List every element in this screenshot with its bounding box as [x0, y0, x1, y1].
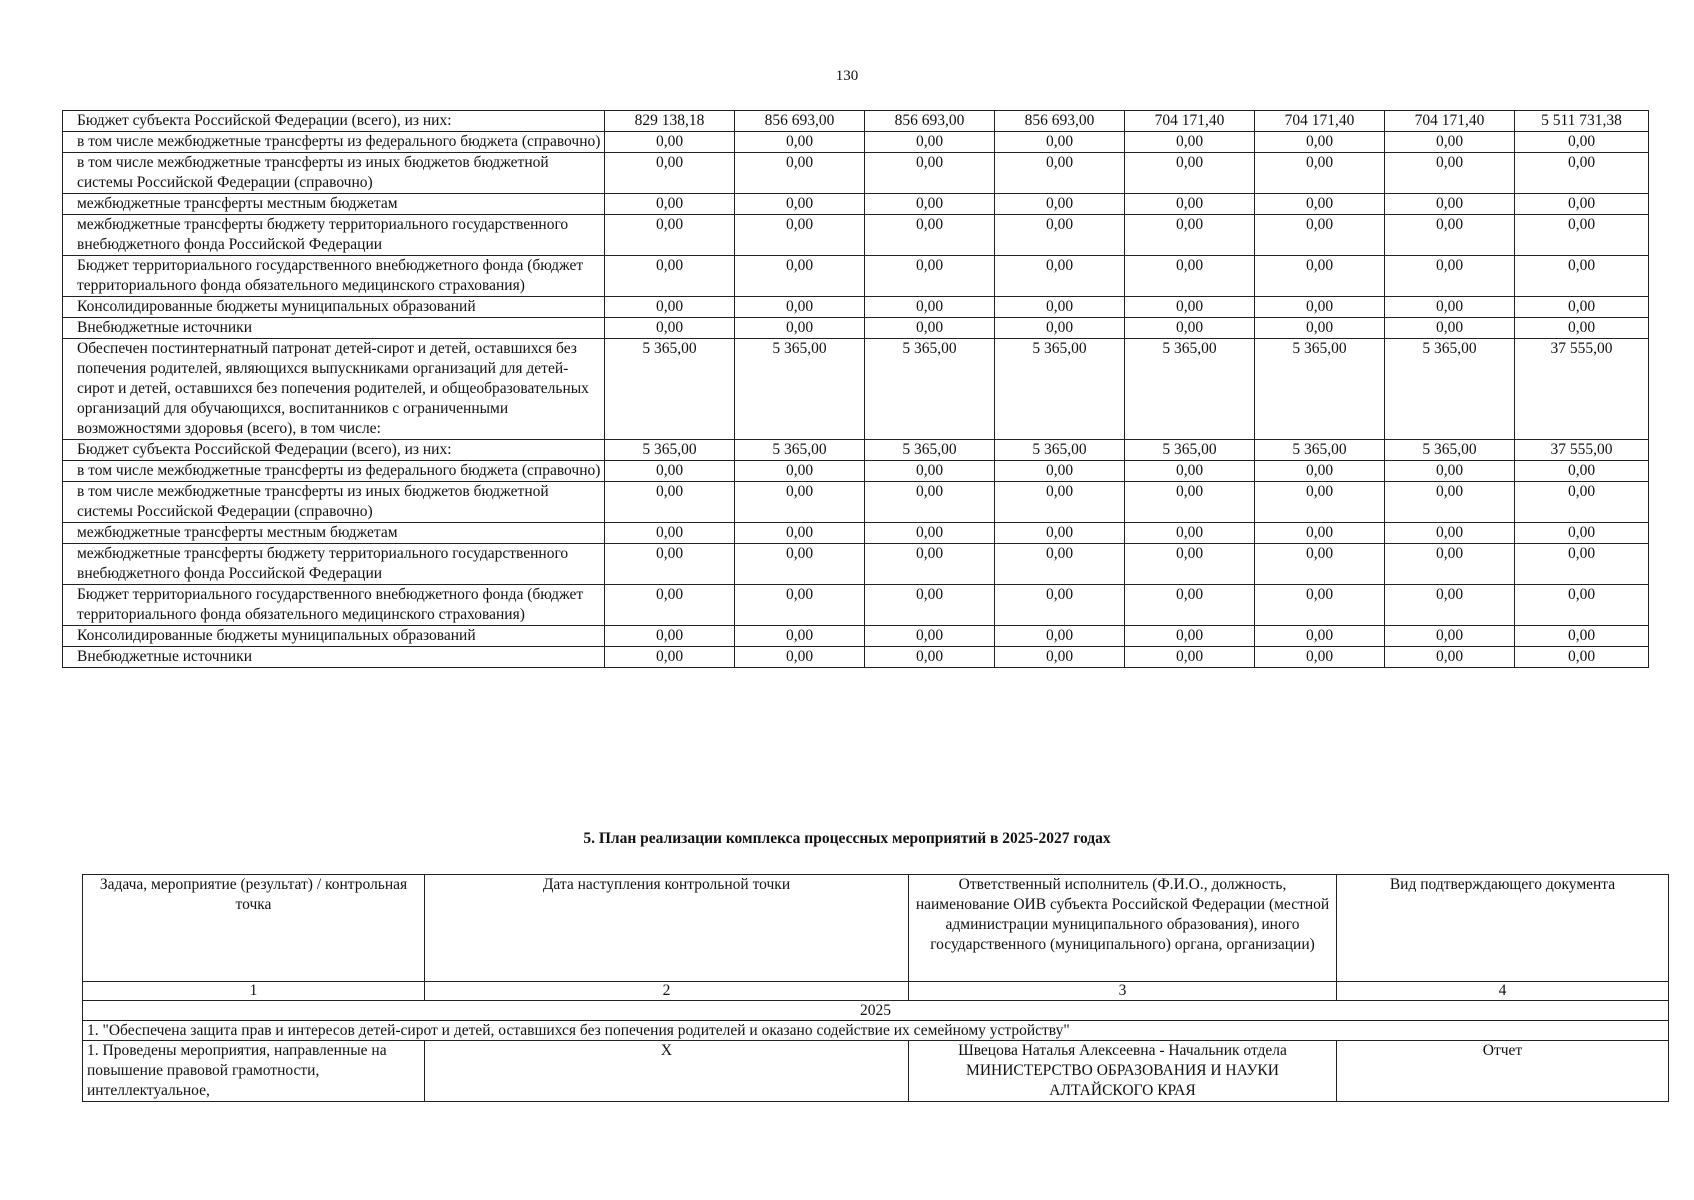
budget-value-cell: 0,00 — [1255, 256, 1385, 297]
budget-row-label: Консолидированные бюджеты муниципальных образований — [63, 626, 605, 647]
header-document: Вид подтверждающего документа — [1337, 875, 1669, 982]
plan-activity-row — [83, 1041, 1669, 1102]
budget-total-cell: 5 511 731,38 — [1515, 111, 1649, 132]
budget-value-cell: 0,00 — [605, 153, 735, 194]
budget-value-cell: 0,00 — [1125, 482, 1255, 523]
budget-value-cell: 5 365,00 — [1125, 440, 1255, 461]
budget-value-cell: 0,00 — [1255, 132, 1385, 153]
budget-value-cell: 0,00 — [1125, 153, 1255, 194]
header-date: Дата наступления контрольной точки — [425, 875, 909, 982]
budget-value-cell: 0,00 — [735, 585, 865, 626]
budget-value-cell: 0,00 — [1255, 215, 1385, 256]
budget-row — [63, 194, 1649, 215]
plan-header-row — [83, 875, 1669, 982]
budget-value-cell: 0,00 — [865, 318, 995, 339]
budget-value-cell: 0,00 — [865, 544, 995, 585]
budget-total-cell: 0,00 — [1515, 132, 1649, 153]
budget-row-label: межбюджетные трансферты местным бюджетам — [63, 194, 605, 215]
budget-row — [63, 544, 1649, 585]
budget-row-label: межбюджетные трансферты бюджету территориального государственного внебюджетного фонда Российской Федерации — [63, 544, 605, 585]
budget-value-cell: 5 365,00 — [605, 440, 735, 461]
budget-value-cell: 0,00 — [735, 297, 865, 318]
budget-value-cell: 0,00 — [605, 256, 735, 297]
budget-value-cell: 0,00 — [735, 215, 865, 256]
column-number: 1 — [83, 982, 425, 1001]
activity-document: Отчет — [1337, 1041, 1669, 1102]
budget-total-cell: 0,00 — [1515, 626, 1649, 647]
year-cell: 2025 — [83, 1001, 1669, 1021]
budget-value-cell: 5 365,00 — [605, 339, 735, 440]
budget-row — [63, 153, 1649, 194]
budget-value-cell: 0,00 — [1125, 318, 1255, 339]
budget-value-cell: 0,00 — [995, 647, 1125, 668]
budget-value-cell: 829 138,18 — [605, 111, 735, 132]
task-cell: 1. "Обеспечена защита прав и интересов детей-сирот и детей, оставшихся без попечения родителей и оказано содействие их семейному устройству" — [83, 1021, 1669, 1041]
budget-value-cell: 856 693,00 — [865, 111, 995, 132]
budget-row — [63, 585, 1649, 626]
budget-value-cell: 0,00 — [865, 153, 995, 194]
budget-value-cell: 0,00 — [1125, 256, 1255, 297]
budget-total-cell: 37 555,00 — [1515, 339, 1649, 440]
plan-column-numbers-row — [83, 982, 1669, 1001]
budget-value-cell: 0,00 — [735, 153, 865, 194]
budget-value-cell: 0,00 — [735, 461, 865, 482]
budget-value-cell: 0,00 — [865, 194, 995, 215]
budget-row — [63, 215, 1649, 256]
budget-value-cell: 0,00 — [995, 132, 1125, 153]
budget-value-cell: 0,00 — [995, 194, 1125, 215]
budget-value-cell: 0,00 — [865, 132, 995, 153]
budget-value-cell: 0,00 — [865, 256, 995, 297]
budget-value-cell: 0,00 — [1385, 256, 1515, 297]
budget-table — [62, 110, 1649, 668]
budget-value-cell: 5 365,00 — [735, 339, 865, 440]
budget-value-cell: 0,00 — [865, 626, 995, 647]
budget-value-cell: 0,00 — [1125, 523, 1255, 544]
budget-table-body — [63, 111, 1649, 668]
budget-total-cell: 37 555,00 — [1515, 440, 1649, 461]
plan-year-row — [83, 1001, 1669, 1021]
budget-value-cell: 0,00 — [1125, 626, 1255, 647]
budget-value-cell: 5 365,00 — [1385, 339, 1515, 440]
executor-organization: МИНИСТЕРСТВО ОБРАЗОВАНИЯ И НАУКИ АЛТАЙСКОГО КРАЯ — [966, 1062, 1279, 1099]
budget-total-cell: 0,00 — [1515, 318, 1649, 339]
budget-row-label: Консолидированные бюджеты муниципальных образований — [63, 297, 605, 318]
budget-row-label: Бюджет территориального государственного внебюджетного фонда (бюджет территориального фонда обязательного медицинского страхования) — [63, 585, 605, 626]
budget-value-cell: 0,00 — [865, 585, 995, 626]
budget-row — [63, 523, 1649, 544]
budget-value-cell: 5 365,00 — [865, 440, 995, 461]
budget-value-cell: 0,00 — [605, 482, 735, 523]
page-number: 130 — [835, 68, 859, 84]
budget-value-cell: 5 365,00 — [995, 440, 1125, 461]
budget-total-cell: 0,00 — [1515, 461, 1649, 482]
budget-total-cell: 0,00 — [1515, 482, 1649, 523]
budget-value-cell: 5 365,00 — [1385, 440, 1515, 461]
budget-row — [63, 111, 1649, 132]
budget-value-cell: 0,00 — [735, 523, 865, 544]
budget-row — [63, 256, 1649, 297]
budget-value-cell: 5 365,00 — [995, 339, 1125, 440]
budget-value-cell: 0,00 — [605, 215, 735, 256]
activity-executor — [909, 1041, 1337, 1102]
budget-total-cell: 0,00 — [1515, 297, 1649, 318]
budget-value-cell: 0,00 — [735, 482, 865, 523]
budget-value-cell: 0,00 — [1255, 585, 1385, 626]
budget-value-cell: 0,00 — [865, 482, 995, 523]
budget-value-cell: 0,00 — [1385, 297, 1515, 318]
budget-value-cell: 0,00 — [605, 523, 735, 544]
budget-total-cell: 0,00 — [1515, 544, 1649, 585]
budget-value-cell: 0,00 — [605, 132, 735, 153]
budget-row — [63, 482, 1649, 523]
budget-value-cell: 0,00 — [1125, 297, 1255, 318]
budget-row-label: в том числе межбюджетные трансферты из иных бюджетов бюджетной системы Российской Федерации (справочно) — [63, 153, 605, 194]
budget-value-cell: 0,00 — [1385, 461, 1515, 482]
budget-value-cell: 0,00 — [995, 297, 1125, 318]
budget-value-cell: 0,00 — [735, 626, 865, 647]
column-number: 4 — [1337, 982, 1669, 1001]
budget-value-cell: 856 693,00 — [735, 111, 865, 132]
budget-value-cell: 0,00 — [1255, 647, 1385, 668]
budget-row — [63, 339, 1649, 440]
budget-value-cell: 0,00 — [735, 194, 865, 215]
budget-value-cell: 0,00 — [1255, 626, 1385, 647]
budget-value-cell: 0,00 — [735, 132, 865, 153]
budget-value-cell: 0,00 — [995, 215, 1125, 256]
budget-value-cell: 0,00 — [1125, 585, 1255, 626]
budget-value-cell: 0,00 — [1255, 318, 1385, 339]
budget-value-cell: 0,00 — [605, 544, 735, 585]
budget-value-cell: 704 171,40 — [1385, 111, 1515, 132]
budget-total-cell: 0,00 — [1515, 523, 1649, 544]
budget-value-cell: 0,00 — [995, 461, 1125, 482]
budget-value-cell: 0,00 — [1255, 523, 1385, 544]
header-task: Задача, мероприятие (результат) / контрольная точка — [83, 875, 425, 982]
budget-value-cell: 0,00 — [995, 318, 1125, 339]
budget-value-cell: 0,00 — [1385, 585, 1515, 626]
budget-value-cell: 0,00 — [1255, 153, 1385, 194]
budget-value-cell: 0,00 — [605, 194, 735, 215]
budget-value-cell: 0,00 — [865, 215, 995, 256]
budget-value-cell: 5 365,00 — [735, 440, 865, 461]
budget-total-cell: 0,00 — [1515, 647, 1649, 668]
budget-value-cell: 0,00 — [1125, 132, 1255, 153]
budget-value-cell: 0,00 — [1125, 647, 1255, 668]
budget-value-cell: 0,00 — [735, 256, 865, 297]
budget-value-cell: 0,00 — [1385, 544, 1515, 585]
budget-value-cell: 0,00 — [995, 544, 1125, 585]
executor-person: Швецова Наталья Алексеевна - Начальник отдела — [958, 1042, 1287, 1059]
activity-date: X — [425, 1041, 909, 1102]
header-executor: Ответственный исполнитель (Ф.И.О., должность, наименование ОИВ субъекта Российской Федерации (местной администрации муниципального образования), иного государственного (муниципального) органа, организации) — [909, 875, 1337, 982]
budget-value-cell: 0,00 — [1125, 215, 1255, 256]
budget-value-cell: 0,00 — [865, 297, 995, 318]
budget-value-cell: 0,00 — [1385, 153, 1515, 194]
budget-value-cell: 0,00 — [735, 544, 865, 585]
budget-value-cell: 0,00 — [1255, 544, 1385, 585]
activity-name: 1. Проведены мероприятия, направленные на повышение правовой грамотности, интеллектуальное, — [83, 1041, 425, 1102]
budget-total-cell: 0,00 — [1515, 215, 1649, 256]
budget-row — [63, 461, 1649, 482]
budget-value-cell: 0,00 — [865, 523, 995, 544]
budget-value-cell: 0,00 — [995, 626, 1125, 647]
budget-value-cell: 0,00 — [1385, 318, 1515, 339]
budget-total-cell: 0,00 — [1515, 194, 1649, 215]
budget-value-cell: 0,00 — [605, 461, 735, 482]
budget-total-cell: 0,00 — [1515, 256, 1649, 297]
budget-value-cell: 0,00 — [1125, 194, 1255, 215]
budget-row — [63, 626, 1649, 647]
budget-total-cell: 0,00 — [1515, 585, 1649, 626]
budget-value-cell: 0,00 — [605, 318, 735, 339]
budget-value-cell: 0,00 — [1255, 461, 1385, 482]
budget-value-cell: 0,00 — [735, 318, 865, 339]
budget-row-label: Бюджет территориального государственного внебюджетного фонда (бюджет территориального фонда обязательного медицинского страхования) — [63, 256, 605, 297]
budget-value-cell: 0,00 — [865, 647, 995, 668]
budget-row-label: Бюджет субъекта Российской Федерации (всего), из них: — [63, 440, 605, 461]
budget-row — [63, 440, 1649, 461]
budget-row-label: в том числе межбюджетные трансферты из федерального бюджета (справочно) — [63, 461, 605, 482]
budget-row-label: межбюджетные трансферты бюджету территориального государственного внебюджетного фонда Российской Федерации — [63, 215, 605, 256]
budget-row-label: межбюджетные трансферты местным бюджетам — [63, 523, 605, 544]
budget-value-cell: 0,00 — [1385, 523, 1515, 544]
budget-value-cell: 0,00 — [1255, 194, 1385, 215]
budget-row — [63, 132, 1649, 153]
budget-row-label: в том числе межбюджетные трансферты из федерального бюджета (справочно) — [63, 132, 605, 153]
budget-value-cell: 0,00 — [995, 153, 1125, 194]
budget-value-cell: 0,00 — [995, 256, 1125, 297]
budget-row — [63, 647, 1649, 668]
budget-value-cell: 0,00 — [1385, 132, 1515, 153]
budget-value-cell: 0,00 — [1385, 626, 1515, 647]
budget-value-cell: 0,00 — [1385, 482, 1515, 523]
budget-value-cell: 0,00 — [995, 523, 1125, 544]
budget-value-cell: 0,00 — [735, 647, 865, 668]
column-number: 2 — [425, 982, 909, 1001]
budget-value-cell: 0,00 — [865, 461, 995, 482]
budget-value-cell: 0,00 — [605, 585, 735, 626]
budget-value-cell: 0,00 — [1385, 215, 1515, 256]
budget-value-cell: 856 693,00 — [995, 111, 1125, 132]
budget-total-cell: 0,00 — [1515, 153, 1649, 194]
budget-value-cell: 0,00 — [1125, 544, 1255, 585]
budget-value-cell: 0,00 — [1385, 647, 1515, 668]
budget-value-cell: 5 365,00 — [1255, 440, 1385, 461]
budget-value-cell: 0,00 — [1125, 461, 1255, 482]
budget-row-label: Внебюджетные источники — [63, 647, 605, 668]
budget-value-cell: 0,00 — [1385, 194, 1515, 215]
budget-row-label: Внебюджетные источники — [63, 318, 605, 339]
budget-value-cell: 0,00 — [605, 626, 735, 647]
budget-value-cell: 704 171,40 — [1255, 111, 1385, 132]
budget-value-cell: 0,00 — [995, 482, 1125, 523]
budget-value-cell: 0,00 — [605, 297, 735, 318]
budget-value-cell: 5 365,00 — [1255, 339, 1385, 440]
budget-value-cell: 0,00 — [605, 647, 735, 668]
budget-row-label: Бюджет субъекта Российской Федерации (всего), из них: — [63, 111, 605, 132]
budget-value-cell: 5 365,00 — [865, 339, 995, 440]
budget-value-cell: 5 365,00 — [1125, 339, 1255, 440]
budget-row-label: Обеспечен постинтернатный патронат детей-сирот и детей, оставшихся без попечения родителей, являющихся выпускниками организаций для детей-сирот и детей, оставшихся без попечения родителей, и общеобразовательных организаций для обучающихся, воспитанников с ограниченными возможностями здоровья (всего), в том числе: — [63, 339, 605, 440]
budget-row — [63, 297, 1649, 318]
budget-value-cell: 0,00 — [995, 585, 1125, 626]
budget-value-cell: 0,00 — [1255, 482, 1385, 523]
budget-row — [63, 318, 1649, 339]
budget-value-cell: 0,00 — [1255, 297, 1385, 318]
budget-row-label: в том числе межбюджетные трансферты из иных бюджетов бюджетной системы Российской Федерации (справочно) — [63, 482, 605, 523]
plan-table — [82, 874, 1669, 1102]
column-number: 3 — [909, 982, 1337, 1001]
section-title: 5. План реализации комплекса процессных мероприятий в 2025-2027 годах — [583, 830, 1111, 847]
plan-task-row — [83, 1021, 1669, 1041]
budget-value-cell: 704 171,40 — [1125, 111, 1255, 132]
